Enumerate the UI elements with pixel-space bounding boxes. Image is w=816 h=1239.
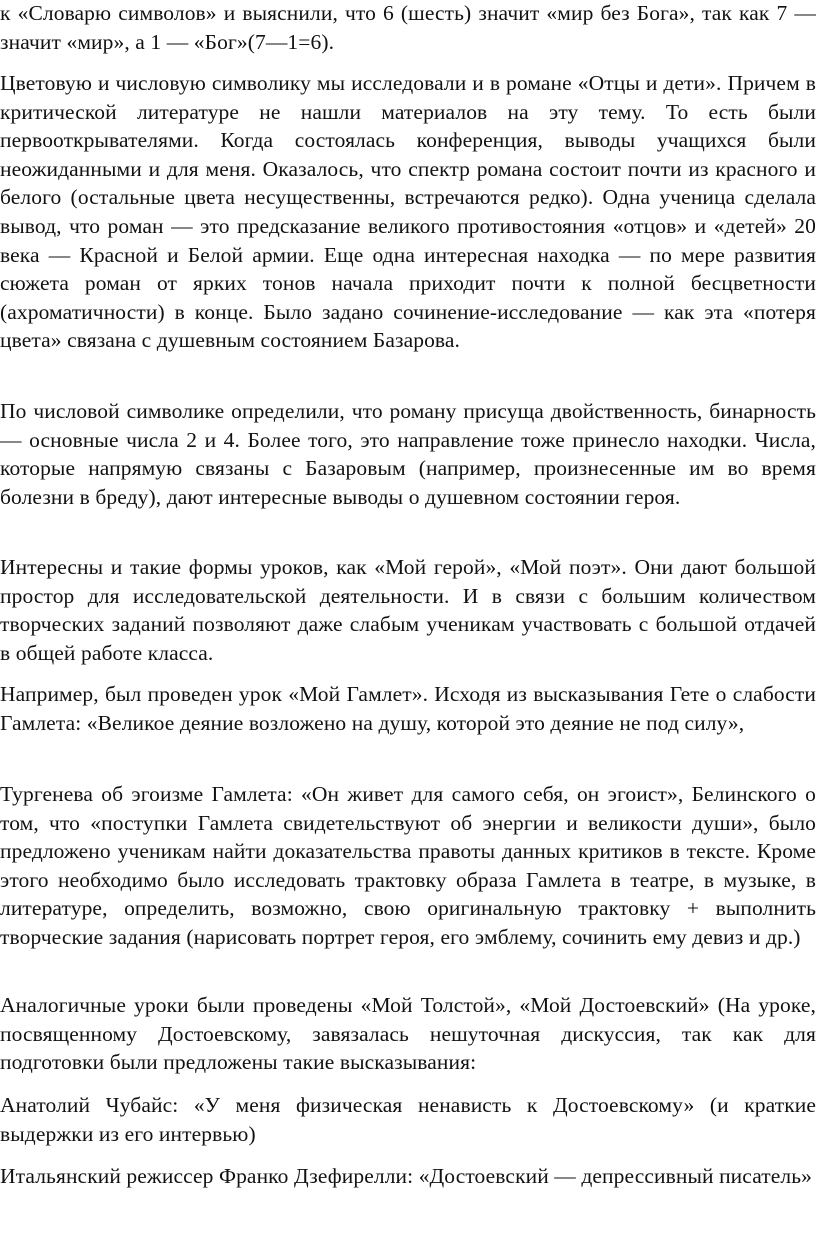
paragraph-lesson-forms: Интересны и такие формы уроков, как «Мой герой», «Мой поэт». Они дают большой простор для исследовательской деятельности. И в связи с большим количеством творческих заданий позволяют даже слабым ученикам участвовать с большой отдачей в общей работе класса. <box>0 555 816 665</box>
paragraph-number-symbolism: По числовой символике определили, что роману присуща двойственность, бинарность — основные числа 2 и 4. Более того, это направление тоже принесло находки. Числа, которые напрямую связаны с Базаровым (например, произнесенные им во время болезни в бреду), дают интересные выводы о душевном состоянии героя. <box>0 399 816 509</box>
paragraph-hamlet-critics: Тургенева об эгоизме Гамлета: «Он живет для самого себя, он эгоист», Белинского о том, что «поступки Гамлета свидетельствуют об энергии и великости души», было предложено ученикам найти доказательства правоты данных критиков в тексте. Кроме этого необходимо было исследовать трактовку образа Гамлета в театре, в музыке, в литературе, определить, возможно, свою оригинальную трактовку + выполнить творческие задания (нарисовать портрет героя, его эмблему, сочинить ему девиз и др.) <box>0 782 816 949</box>
paragraph-zeffirelli-quote: Итальянский режиссер Франко Дзефирелли: «Достоевский — депрессивный писатель» <box>0 1164 812 1188</box>
paragraph-dictionary-of-symbols: к «Словарю символов» и выяснили, что 6 (шесть) значит «мир без Бога», так как 7 — значит «мир», а 1 — «Бог»(7—1=6). <box>0 1 816 54</box>
paragraph-chubais-quote: Анатолий Чубайс: «У меня физическая ненависть к Достоевскому» (и краткие выдержки из его интервью) <box>0 1093 816 1146</box>
paragraph-similar-lessons: Аналогичные уроки были проведены «Мой Толстой», «Мой Достоевский» (На уроке, посвященному Достоевскому, завязалась нешуточная дискуссия, так как для подготовки были предложены такие высказывания: <box>0 993 816 1075</box>
paragraph-hamlet-lesson: Например, был проведен урок «Мой Гамлет». Исходя из высказывания Гете о слабости Гамлета: «Великое деяние возложено на душу, которой это деяние не под силу», <box>0 682 816 735</box>
paragraph-color-symbolism: Цветовую и числовую символику мы исследовали и в романе «Отцы и дети». Причем в критической литературе не нашли материалов на эту тему. То есть были первооткрывателями. Когда состоялась конференция, выводы учащихся были неожиданными и для меня. Оказалось, что спектр романа состоит почти из красного и белого (остальные цвета несущественны, встречаются редко). Одна ученица сделала вывод, что роман — это предсказание великого противостояния «отцов» и «детей» 20 века — Красной и Белой армии. Еще одна интересная находка — по мере развития сюжета роман от ярких тонов начала приходит почти к полной бесцветности (ахроматичности) в конце. Было задано сочинение-исследование — как эта «потеря цвета» связана с душевным состоянием Базарова. <box>0 71 816 353</box>
